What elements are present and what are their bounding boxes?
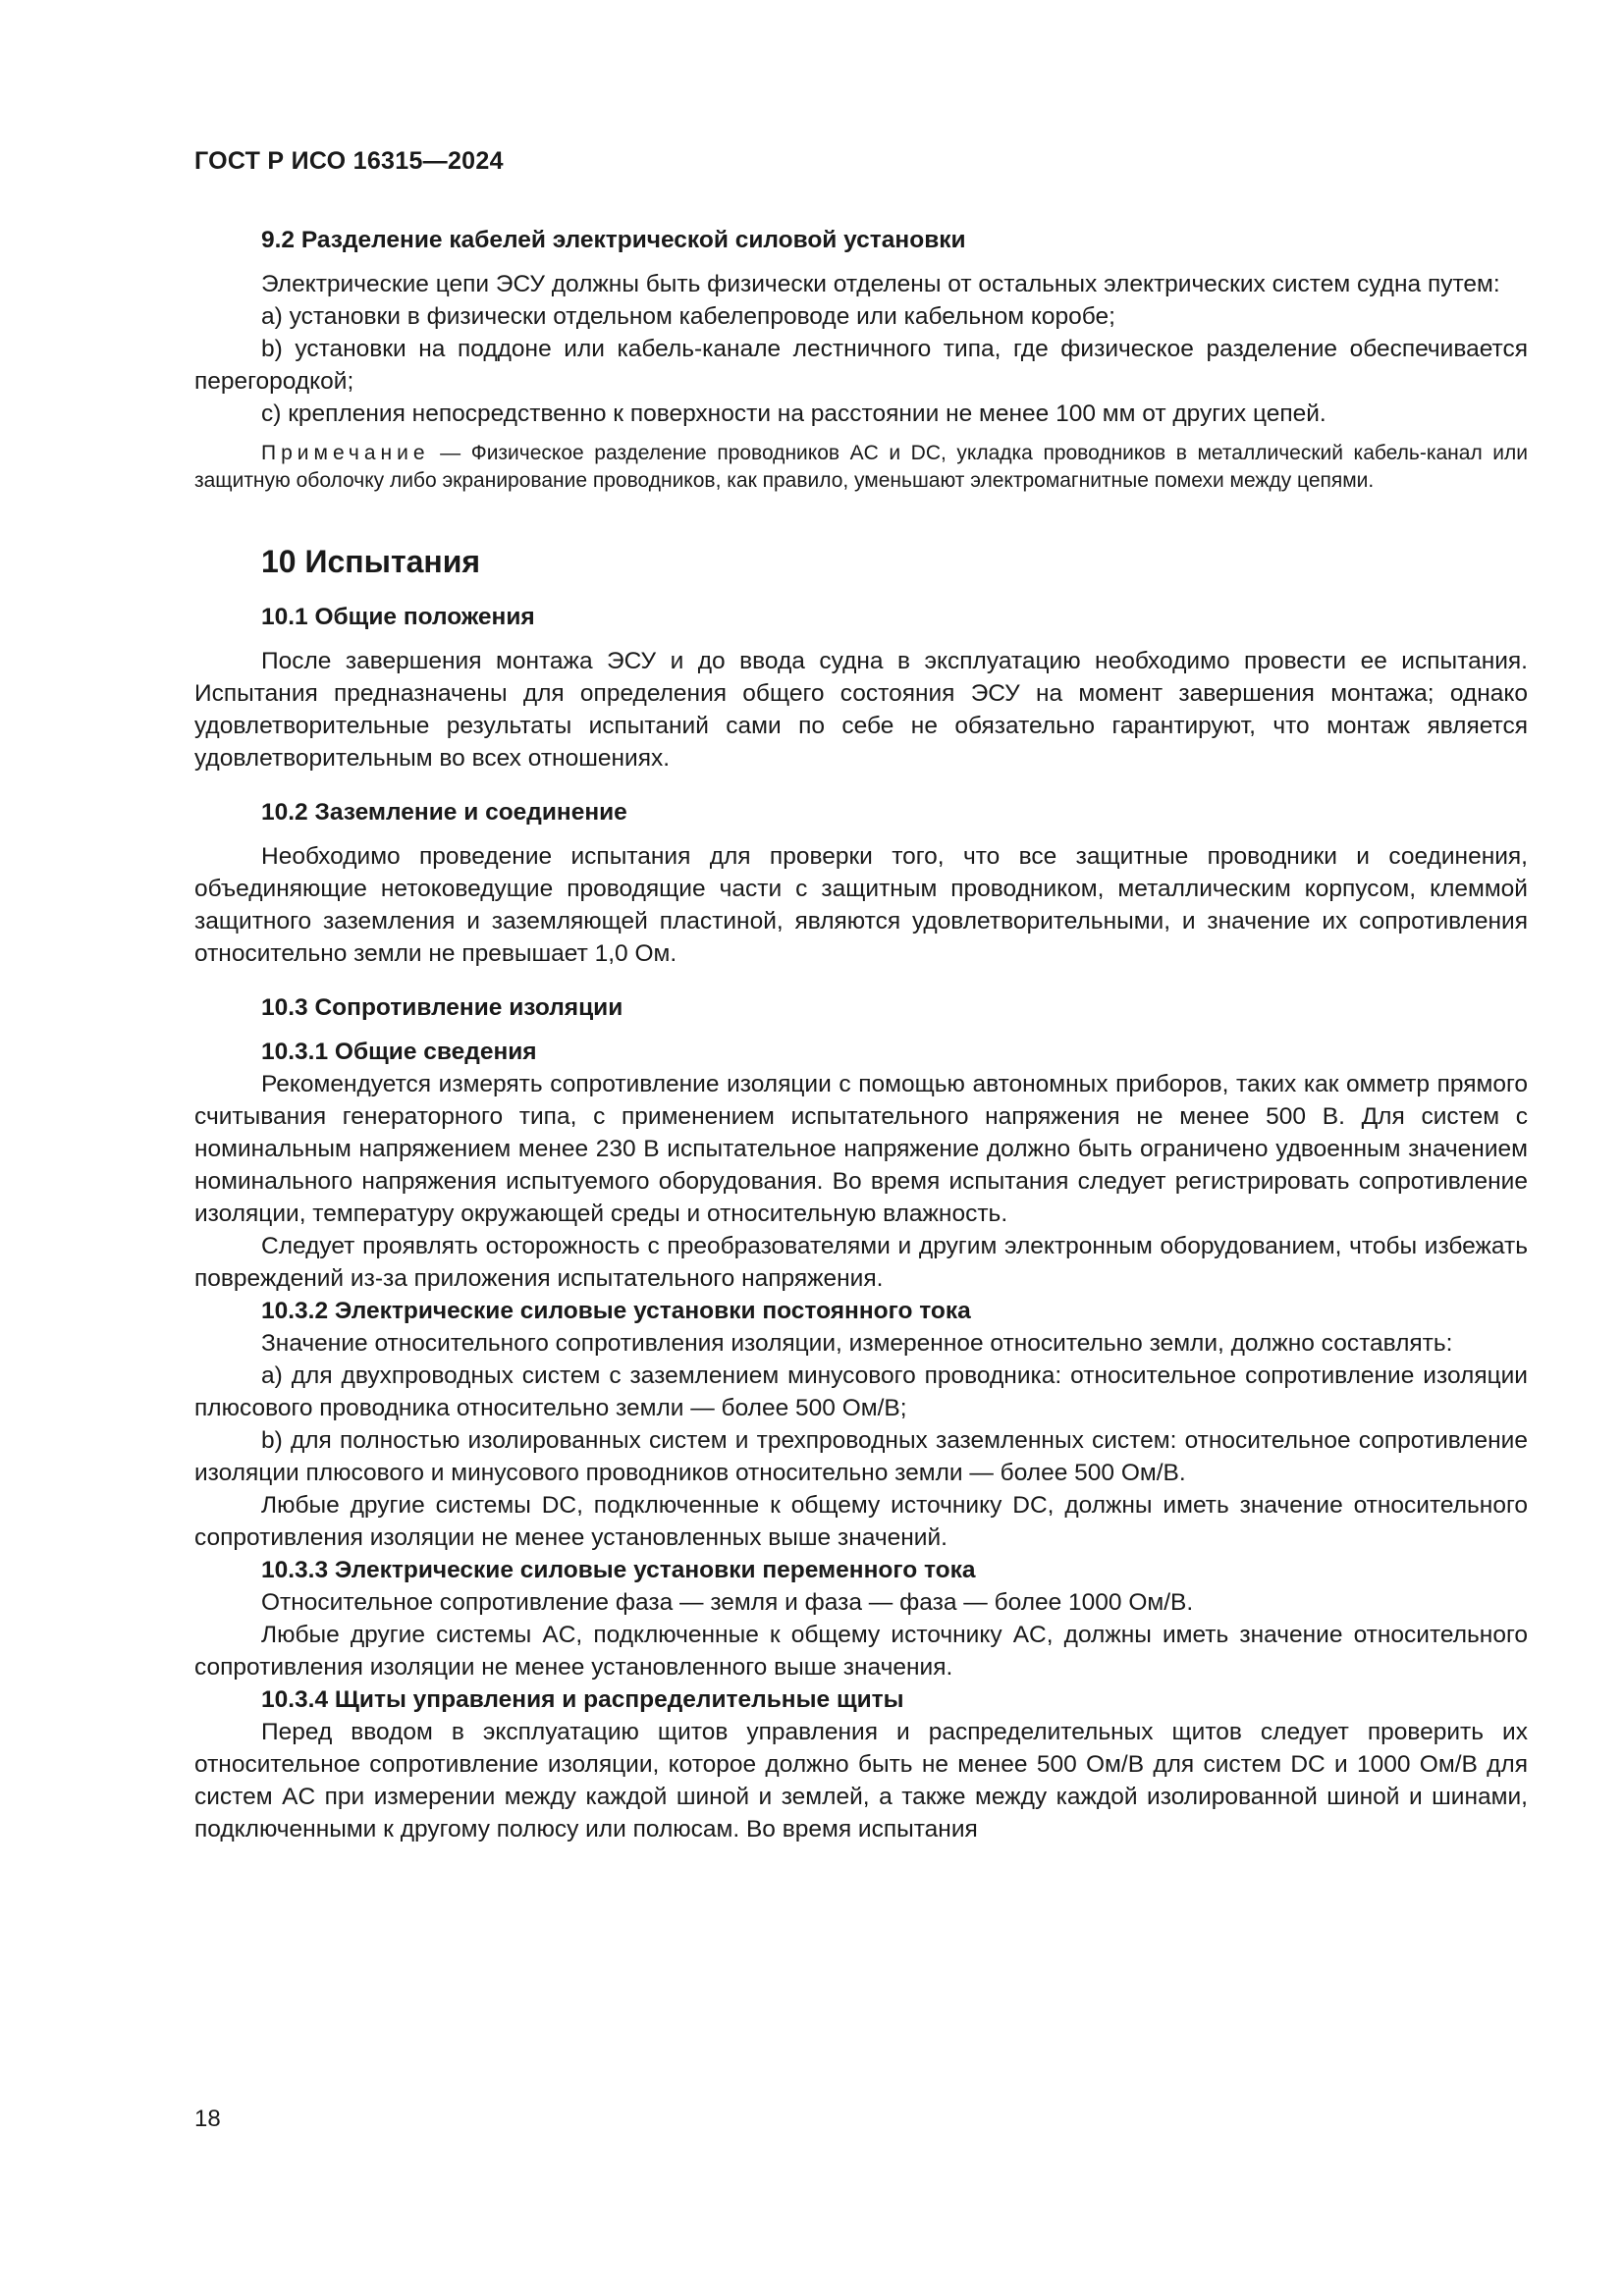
heading-10-3-3: 10.3.3 Электрические силовые установки переменного тока [261, 1557, 976, 1583]
paragraph-10-3-1-a: Рекомендуется измерять сопротивление изоляции с помощью автономных приборов, таких как омметр прямого считывания генераторного типа, с применением испытательного напряжения не менее 500 В. Для систем с номинальным напряжением менее 230 В испытательное напряжение должно быть ограничено удвоенным значением номинального напряжения испытуемого оборудования. Во время испытания следует регистрировать сопротивление изоляции, температуру окружающей среды и относительную влажность. [194, 1071, 1528, 1227]
heading-10-3: 10.3 Сопротивление изоляции [261, 994, 623, 1021]
list-item-9-2-b: b) установки на поддоне или кабель-канале лестничного типа, где физическое разделение обеспечивается перегородкой; [194, 336, 1528, 395]
heading-9-2: 9.2 Разделение кабелей электрической силовой установки [261, 227, 966, 253]
note-label: Примечание [261, 442, 430, 464]
heading-10-1: 10.1 Общие положения [261, 604, 535, 630]
paragraph-10-3-4: Перед вводом в эксплуатацию щитов управления и распределительных щитов следует проверить их относительное сопротивление изоляции, которое должно быть не менее 500 Ом/В для систем DC и 1000 Ом/В для систем AC при измерении между каждой шиной и землей, а также между каждой изолированной шиной и шинами, подключенными к другому полюсу или полюсам. Во время испытания [194, 1719, 1528, 1842]
paragraph-10-3-2-intro: Значение относительного сопротивления изоляции, измеренное относительно земли, должно составлять: [261, 1330, 1453, 1357]
paragraph-10-3-3-a: Относительное сопротивление фаза — земля и фаза — фаза — более 1000 Ом/В. [261, 1589, 1194, 1616]
list-item-9-2-c: c) крепления непосредственно к поверхности на расстоянии не менее 100 мм от других цепей. [261, 400, 1326, 427]
heading-10-2: 10.2 Заземление и соединение [261, 799, 627, 826]
list-item-10-3-2-b: b) для полностью изолированных систем и трехпроводных заземленных систем: относительное сопротивление изоляции плюсового и минусового проводников относительно земли — более 500 Ом/В. [194, 1427, 1528, 1486]
note-text: — Физическое разделение проводников AC и DC, укладка проводников в металлический кабель-канал или защитную оболочку либо экранирование проводников, как правило, уменьшают электромагнитные помехи между цепями. [194, 442, 1528, 492]
page-number: 18 [194, 2106, 221, 2132]
paragraph-10-3-2-last: Любые другие системы DC, подключенные к общему источнику DC, должны иметь значение относительного сопротивления изоляции не менее установленных выше значений. [194, 1492, 1528, 1551]
document-header: ГОСТ Р ИСО 16315—2024 [194, 147, 504, 175]
paragraph-10-3-3-b: Любые другие системы AC, подключенные к общему источнику AC, должны иметь значение относительного сопротивления изоляции не менее установленного выше значения. [194, 1622, 1528, 1681]
paragraph-10-1: После завершения монтажа ЭСУ и до ввода судна в эксплуатацию необходимо провести ее испытания. Испытания предназначены для определения общего состояния ЭСУ на момент завершения монтажа; однако удовлетворительные результаты испытаний сами по себе не обязательно гарантируют, что монтаж является удовлетворительным во всех отношениях. [194, 648, 1528, 772]
list-item-9-2-a: a) установки в физически отдельном кабелепроводе или кабельном коробе; [261, 303, 1115, 330]
heading-10-3-2: 10.3.2 Электрические силовые установки постоянного тока [261, 1298, 971, 1324]
heading-10-3-1: 10.3.1 Общие сведения [261, 1039, 537, 1065]
page-body [194, 224, 1528, 1845]
heading-10-3-4: 10.3.4 Щиты управления и распределительные щиты [261, 1686, 904, 1713]
paragraph-10-2: Необходимо проведение испытания для проверки того, что все защитные проводники и соединения, объединяющие нетоковедущие проводящие части с защитным проводником, металлическим корпусом, клеммой защитного заземления и заземляющей пластиной, являются удовлетворительными, и значение их сопротивления относительно земли не превышает 1,0 Ом. [194, 843, 1528, 967]
paragraph-9-2-intro: Электрические цепи ЭСУ должны быть физически отделены от остальных электрических систем судна путем: [261, 271, 1500, 297]
heading-10: 10 Испытания [261, 544, 481, 579]
note-9-2 [194, 440, 1528, 495]
list-item-10-3-2-a: a) для двухпроводных систем с заземлением минусового проводника: относительное сопротивление изоляции плюсового проводника относительно земли — более 500 Ом/В; [194, 1362, 1528, 1421]
paragraph-10-3-1-b: Следует проявлять осторожность с преобразователями и другим электронным оборудованием, чтобы избежать повреждений из-за приложения испытательного напряжения. [194, 1233, 1528, 1292]
